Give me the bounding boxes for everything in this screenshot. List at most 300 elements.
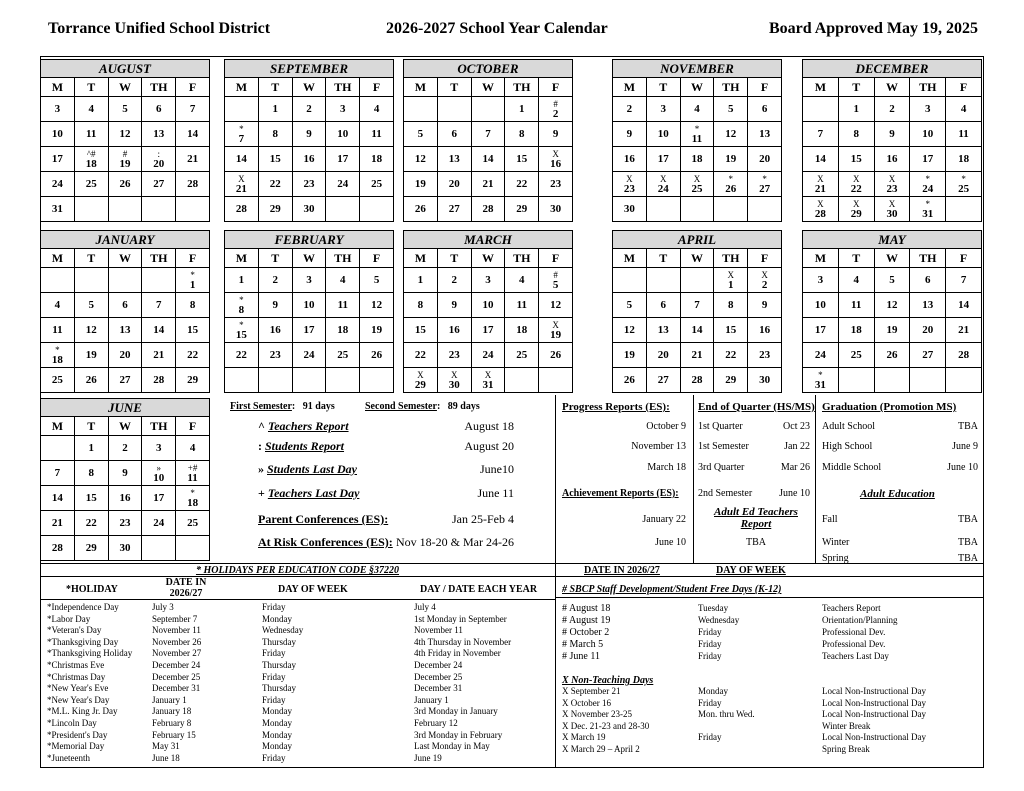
day-number: 7 [485,128,491,140]
day-number: 19 [886,324,898,336]
day-cell [748,343,782,368]
holiday-date: February 8 [152,718,192,728]
day-number: 22 [187,349,199,361]
holiday-col-header: *HOLIDAY [66,584,118,595]
day-cell [41,197,75,222]
day-cell [471,197,505,222]
day-cell [108,368,142,393]
weekday-header: TH [910,78,946,97]
day-number: 1 [417,274,424,286]
graduation-label: Middle School [822,462,882,473]
weekday-header: F [176,78,210,97]
day-number: 16 [759,324,771,336]
day-number: 23 [448,349,460,361]
day-cell [258,172,292,197]
day-number: 16 [119,492,131,504]
weekday-header: F [748,249,782,268]
day-marker: X [888,198,896,209]
day-number: 3 [54,103,61,115]
month-10 [40,398,210,561]
day-cell [41,368,75,393]
weekday-header: F [946,78,982,97]
holiday-dow: Friday [262,648,286,659]
day-number: 13 [448,153,460,165]
day-cell [176,461,210,486]
day-cell [258,343,292,368]
day-number: 1 [519,103,525,115]
day-number: 17 [51,153,63,165]
day-number: 29 [516,203,528,215]
day-cell [404,172,438,197]
second-semester: Second Semester: 89 days [365,401,480,412]
day-number: 17 [482,324,494,336]
day-cell [539,147,573,172]
day-marker: ^# [86,148,96,159]
day-marker: X [761,269,768,280]
staff-dev-note: Professional Dev. [822,627,886,637]
day-number: 26 [371,349,383,361]
day-cell [838,368,874,393]
day-number: 8 [519,128,525,140]
day-number: 16 [886,153,898,165]
day-cell [360,122,394,147]
day-cell [946,268,982,293]
key-date-label [258,462,357,477]
day-cell [646,172,680,197]
day-cell [74,368,108,393]
day-marker: * [925,173,931,184]
day-number: 23 [303,178,315,190]
weekday-header: T [258,249,292,268]
day-cell [946,147,982,172]
weekday-header: M [803,78,839,97]
holiday-dow: Wednesday [262,625,304,636]
day-number: 3 [156,442,162,454]
holiday-name: *Veteran's Day [47,625,102,636]
day-number: 27 [153,178,165,190]
day-cell [176,293,210,318]
day-cell [292,368,326,393]
day-number: 30 [303,203,315,215]
day-number: 17 [303,324,315,336]
holiday-dow: Thursday [262,636,296,647]
day-cell [41,318,75,343]
day-number: 3 [925,103,931,115]
day-marker: X [552,319,559,330]
day-cell [326,97,360,122]
day-cell [838,268,874,293]
day-cell [142,293,176,318]
day-cell [108,97,142,122]
key-date-value: Jan 25-Feb 4 [452,512,514,526]
day-cell [74,293,108,318]
weekday-header: M [41,417,75,436]
non-teaching-note: Winter Break [822,720,871,731]
day-number: 23 [623,182,635,195]
day-number: 18 [51,353,63,366]
day-marker: * [190,487,195,498]
weekday-header: M [613,249,647,268]
day-number: 14 [814,153,826,165]
day-number: 24 [153,517,165,529]
day-cell [874,122,910,147]
day-number: 4 [54,299,61,311]
weekday-header: TH [326,78,360,97]
day-number: 24 [922,182,934,195]
staff-dev-dow: Friday [698,627,722,637]
key-date-value: August 18 [464,419,514,433]
day-number: 9 [552,128,559,140]
day-number: 26 [414,203,426,215]
day-number: 11 [516,299,527,311]
day-cell [646,197,680,222]
day-cell [613,268,647,293]
day-number: 8 [272,128,278,140]
day-number: 30 [448,378,460,391]
day-number: 23 [119,517,131,529]
day-number: 9 [306,128,312,140]
day-cell [910,318,946,343]
day-number: 10 [657,128,669,140]
day-cell [142,147,176,172]
day-number: 7 [960,274,967,286]
weekday-header: T [646,78,680,97]
day-cell [680,318,714,343]
day-cell [910,368,946,393]
day-number: 30 [119,542,131,554]
day-cell [225,343,259,368]
day-number: 11 [958,128,969,140]
day-number: 21 [958,324,970,336]
weekday-header: TH [142,249,176,268]
day-number: 16 [550,157,562,170]
day-number: 18 [187,496,199,509]
day-cell [108,343,142,368]
holiday-date: November 26 [152,636,202,647]
adult-ed-teachers-title: Adult Ed Teachers Report [714,506,798,530]
day-cell [874,293,910,318]
staff-dev-dow: Wednesday [698,615,740,625]
day-cell [838,172,874,197]
day-cell [404,293,438,318]
day-number: 3 [485,274,491,286]
day-cell [613,343,647,368]
holiday-dow: Monday [262,729,292,740]
day-cell [437,318,471,343]
key-date-text: Students Last Day [267,462,358,476]
weekday-header: F [176,417,210,436]
weekday-header: T [646,249,680,268]
day-cell [505,368,539,393]
day-cell [910,268,946,293]
day-cell [838,197,874,222]
day-cell [803,147,839,172]
holiday-name: *New Year's Eve [47,683,109,694]
district-name: Torrance Unified School District [48,20,271,37]
holiday-date: May 31 [152,741,180,752]
staff-dev-note: Orientation/Planning [822,615,898,625]
day-cell [505,197,539,222]
day-cell [539,318,573,343]
day-number: 24 [337,178,349,190]
day-marker: * [239,319,244,330]
day-number: 20 [922,324,934,336]
day-cell [41,461,75,486]
day-cell [748,268,782,293]
day-number: 14 [187,128,199,140]
holiday-each-year: 3rd Monday in January [414,706,498,717]
day-cell [437,122,471,147]
day-number: 7 [156,299,162,311]
day-number: 18 [337,324,349,336]
weekday-header: TH [142,417,176,436]
adult-ed-label: Spring [822,553,849,564]
day-cell [803,343,839,368]
month-name: MAY [803,231,982,249]
weekday-header: TH [714,78,748,97]
day-number: 1 [272,103,278,115]
day-cell [437,97,471,122]
holiday-each-year: November 11 [414,625,463,636]
holiday-name: *M.L. King Jr. Day [47,706,118,717]
day-cell [108,511,142,536]
day-cell [539,268,573,293]
day-number: 10 [51,128,63,140]
day-number: 6 [660,299,666,311]
day-number: 31 [922,207,934,220]
day-cell [838,293,874,318]
day-cell [74,97,108,122]
weekday-header: M [225,249,259,268]
holiday-each-year: December 25 [414,671,463,682]
day-number: 10 [482,299,494,311]
day-number: 29 [269,203,281,215]
day-cell [714,122,748,147]
day-cell [714,172,748,197]
day-number: 25 [371,178,383,190]
key-date-symbol: ^ [258,419,265,433]
day-number: 30 [759,374,771,386]
non-teaching-dow: Monday [698,686,728,696]
day-number: 4 [340,274,346,286]
day-number: 9 [272,299,278,311]
day-number: 8 [189,299,196,311]
day-cell [142,461,176,486]
day-cell [471,172,505,197]
day-number: 4 [519,274,525,286]
weekday-header: W [292,78,326,97]
day-cell [874,318,910,343]
day-cell [326,368,360,393]
day-cell [258,147,292,172]
day-cell [748,318,782,343]
day-cell [176,122,210,147]
day-number: 27 [922,349,934,361]
day-number: 11 [187,471,198,484]
day-cell [714,318,748,343]
day-cell [874,368,910,393]
quarter-date: Mar 26 [780,462,810,473]
day-number: 6 [122,299,128,311]
day-number: 15 [725,324,737,336]
day-marker: * [762,173,767,184]
day-marker: X [817,173,824,184]
month-name: NOVEMBER [613,60,782,78]
weekday-header: TH [326,249,360,268]
day-number: 25 [187,517,199,529]
day-number: 30 [886,207,898,220]
achievement-date: January 22 [642,514,686,525]
day-cell [108,268,142,293]
key-date-text: Teachers Report [267,419,349,433]
day-number: 28 [814,207,826,220]
weekday-header: T [258,78,292,97]
day-number: 1 [88,442,94,454]
month-7 [403,230,573,393]
day-cell [360,343,394,368]
weekday-header: M [404,249,438,268]
day-number: 1 [189,278,196,291]
day-number: 11 [337,299,348,311]
day-marker: * [961,173,966,184]
day-number: 12 [623,324,635,336]
day-number: 1 [853,103,859,115]
day-cell [74,343,108,368]
day-number: 23 [886,182,898,195]
day-number: 14 [482,153,494,165]
weekday-header: W [680,249,714,268]
day-number: 17 [337,153,349,165]
weekday-header: F [360,249,394,268]
day-number: 14 [51,492,63,504]
day-number: 21 [814,182,826,195]
day-number: 5 [122,103,128,115]
day-cell [539,368,573,393]
day-cell [874,197,910,222]
day-marker: X [727,269,735,280]
day-number: 23 [550,178,562,190]
weekday-header: W [874,249,910,268]
key-date-label [258,419,349,434]
day-number: 13 [153,128,165,140]
day-cell [292,343,326,368]
holiday-dow: Friday [262,752,286,763]
day-number: 2 [306,103,312,115]
day-cell [803,172,839,197]
day-cell [613,172,647,197]
day-number: 2 [889,103,895,115]
day-number: 13 [759,128,771,140]
day-number: 3 [306,274,312,286]
non-teaching-note: Local Non-Instructional Day [822,732,926,743]
day-cell [176,436,210,461]
day-number: 23 [269,349,281,361]
day-number: 5 [417,128,424,140]
key-date-label [258,439,344,454]
day-number: 9 [122,467,128,479]
month-name: OCTOBER [404,60,573,78]
quarter-date: Jan 22 [784,441,810,452]
quarter-date: June 10 [779,488,810,499]
day-number: 15 [85,492,97,504]
day-cell [142,343,176,368]
day-cell [108,486,142,511]
day-number: 20 [119,349,131,361]
day-number: 25 [85,178,97,190]
day-cell [505,97,539,122]
holiday-each-year: 4th Thursday in November [414,636,512,647]
day-cell [326,343,360,368]
key-date-text: Students Report [265,439,345,453]
day-marker: * [925,198,931,209]
day-number: 5 [889,274,895,286]
day-number: 12 [119,128,131,140]
day-number: 19 [623,349,635,361]
day-marker: # [122,148,128,159]
day-number: 17 [153,492,165,504]
holiday-each-year: December 31 [414,683,463,694]
day-number: 13 [922,299,934,311]
day-cell [946,97,982,122]
day-number: 22 [414,349,426,361]
day-number: 19 [725,153,737,165]
day-cell [838,122,874,147]
holiday-each-year: June 19 [414,752,442,763]
day-cell [404,122,438,147]
day-marker: X [888,173,896,184]
holiday-name: *Christmas Eve [47,660,105,670]
day-number: 25 [51,374,63,386]
day-cell [176,536,210,561]
day-cell [646,318,680,343]
key-date-value: June10 [480,462,514,476]
day-marker: * [818,369,823,380]
day-cell [505,147,539,172]
day-cell [838,147,874,172]
day-number: 31 [482,378,494,391]
day-number: 15 [235,328,247,341]
non-teaching-dow: Friday [698,732,722,743]
day-number: 27 [759,182,771,195]
day-cell [910,343,946,368]
day-cell [41,122,75,147]
quarter-label: 3rd Quarter [698,462,745,473]
day-cell [748,197,782,222]
weekday-header: TH [505,249,539,268]
month-name: AUGUST [41,60,210,78]
day-number: 29 [725,374,737,386]
day-number: 3 [340,103,346,115]
day-number: 22 [235,349,247,361]
holiday-each-year: 3rd Monday in February [414,729,503,740]
key-date-label [258,535,393,550]
day-number: 15 [850,153,862,165]
day-number: 28 [235,203,247,215]
day-cell [108,147,142,172]
holiday-each-col-header: DAY / DATE EACH YEAR [420,584,538,595]
day-cell [838,318,874,343]
day-cell [714,97,748,122]
day-cell [613,197,647,222]
day-number: 13 [119,324,131,336]
day-cell [292,97,326,122]
day-number: 14 [691,324,703,336]
graduation-title: Graduation (Promotion MS) [822,401,957,413]
day-number: 10 [814,299,826,311]
day-number: 29 [850,207,862,220]
weekday-header: W [108,78,142,97]
day-cell [613,368,647,393]
